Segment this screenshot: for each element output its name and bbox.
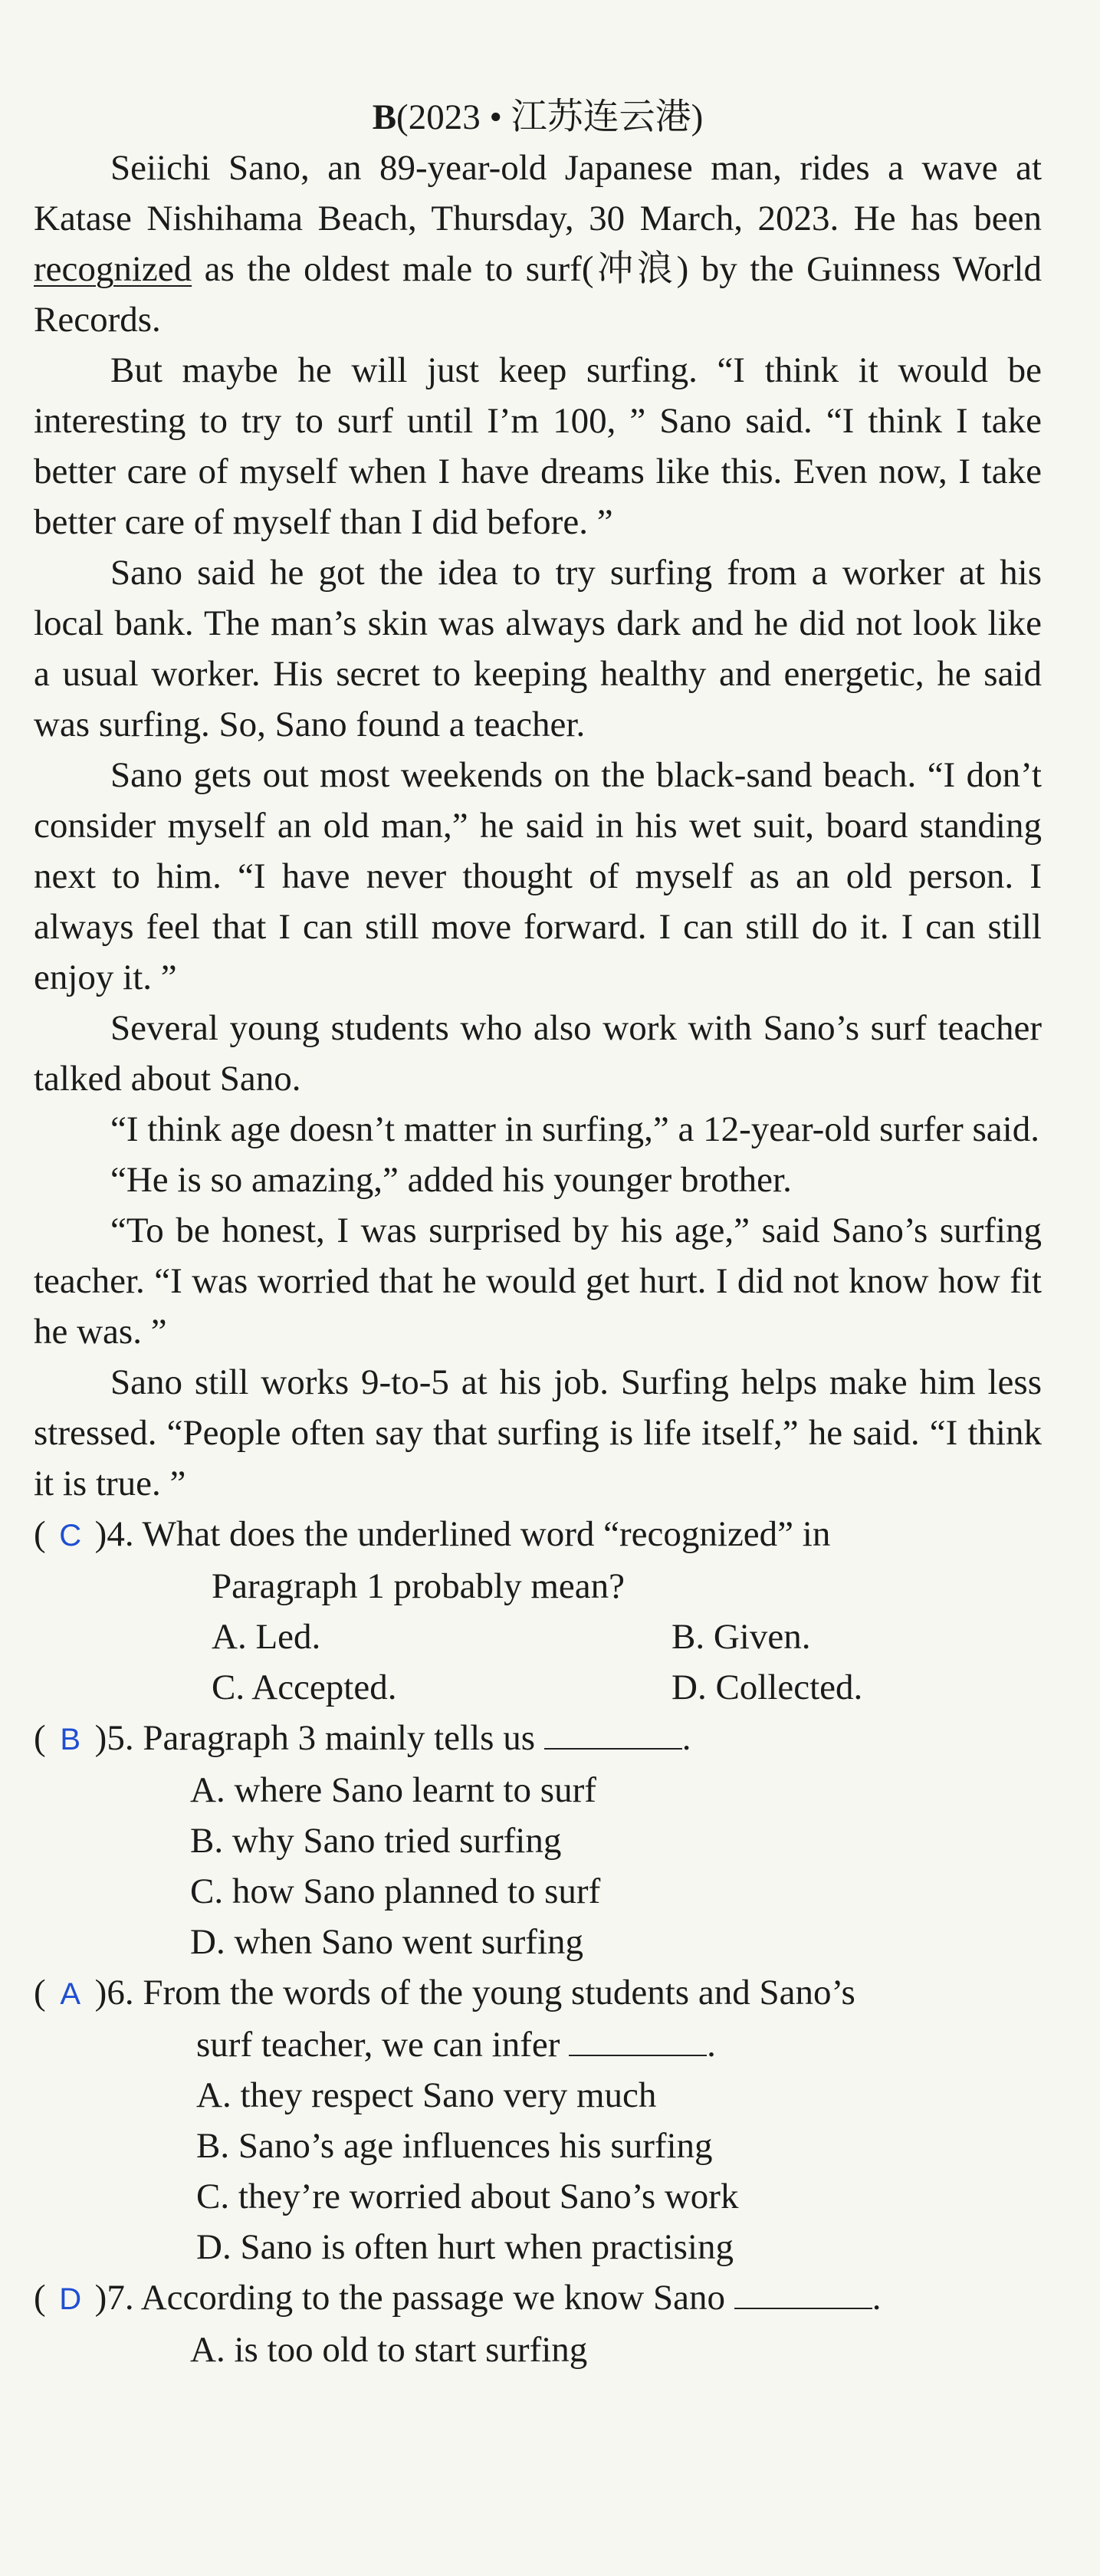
document-page xyxy=(34,92,1042,2375)
question-7 xyxy=(34,2272,1042,2375)
options xyxy=(34,2325,1042,2375)
answer-blank xyxy=(734,2274,872,2309)
question-5 xyxy=(34,1713,1042,1967)
question-stem xyxy=(107,1713,1042,1763)
answer-mark: C xyxy=(59,1519,82,1552)
section-source: (2023 • 江苏连云港) xyxy=(396,97,704,137)
paragraph-9: Sano still works 9-to-5 at his job. Surfing helps make him less stressed. “People often say that surfing is life itself,” he said. “I think it is true. ” xyxy=(34,1362,1042,1503)
paragraph-4: Sano gets out most weekends on the black-sand beach. “I don’t consider myself an old man,” he said in his wet suit, board standing next to him. “I have never thought of myself as an old person. I always feel that I can still move forward. I can still do it. I can still enjoy it. ” xyxy=(34,755,1042,997)
option-d: D. Collected. xyxy=(671,1668,863,1707)
stem-end: . xyxy=(707,2025,716,2065)
option-d: D. Sano is often hurt when practising xyxy=(196,2227,734,2267)
question-number: 5. xyxy=(107,1718,134,1758)
option-a: A. Led. xyxy=(212,1617,321,1657)
question-stem xyxy=(107,2272,1042,2323)
option-b: B. Sano’s age influences his surfing xyxy=(196,2126,713,2166)
stem-end: . xyxy=(872,2278,882,2318)
option-a: A. they respect Sano very much xyxy=(196,2075,657,2115)
underlined-word: recognized xyxy=(34,249,192,289)
question-number: 7. xyxy=(107,2278,134,2318)
options xyxy=(34,2070,1042,2272)
question-text: Paragraph 3 mainly tells us xyxy=(143,1718,535,1758)
question-text: What does the underlined word “recognized” in xyxy=(142,1514,831,1554)
answer-mark: A xyxy=(60,1977,80,2011)
question-number: 6. xyxy=(107,1973,134,2013)
answer-blank xyxy=(569,2021,707,2056)
option-c: C. Accepted. xyxy=(212,1668,397,1707)
paragraph-6: “I think age doesn’t matter in surfing,” a 12-year-old surfer said. xyxy=(110,1109,1039,1149)
paragraph-8: “To be honest, I was surprised by his age,” said Sano’s surfing teacher. “I was worried that he would get hurt. I did not know how fit he was. ” xyxy=(34,1211,1042,1352)
option-c: C. they’re worried about Sano’s work xyxy=(196,2177,739,2216)
question-text-cont: surf teacher, we can infer xyxy=(196,2025,560,2065)
answer-mark: B xyxy=(60,1723,80,1756)
answer-blank xyxy=(544,1714,682,1750)
paragraph-1-end: as the oldest male to surf(冲浪) by the Guinness World Records. xyxy=(34,249,1042,340)
option-a: A. is too old to start surfing xyxy=(190,2330,588,2370)
paragraph-2: But maybe he will just keep surfing. “I think it would be interesting to try to surf until I’m 100, ” Sano said. “I think I take better care of myself when I have dreams like this. Even now, I take better care of myself than I did before. ” xyxy=(34,350,1042,542)
question-stem xyxy=(107,1967,1042,2018)
paragraph-5: Several young students who also work with Sano’s surf teacher talked about Sano. xyxy=(34,1008,1042,1099)
option-a: A. where Sano learnt to surf xyxy=(190,1770,596,1810)
paragraph-1 xyxy=(34,143,1042,345)
question-number: 4. xyxy=(107,1514,134,1554)
paragraph-1-start: Seiichi Sano, an 89-year-old Japanese man, rides a wave at Katase Nishihama Beach, Thursday, 30 March, 2023. He has been xyxy=(34,148,1042,238)
question-text: According to the passage we know Sano xyxy=(140,2278,725,2318)
question-6 xyxy=(34,1967,1042,2272)
paragraph-3: Sano said he got the idea to try surfing from a worker at his local bank. The man’s skin was always dark and he did not look like a usual worker. His secret to keeping healthy and energetic, he said was surfing. So, Sano found a teacher. xyxy=(34,553,1042,744)
option-c: C. how Sano planned to surf xyxy=(190,1871,601,1911)
question-stem-continued xyxy=(34,2019,1042,2070)
stem-end: . xyxy=(681,1718,691,1758)
answer-bracket: ( B ) xyxy=(34,1713,107,1765)
option-b: B. why Sano tried surfing xyxy=(190,1821,562,1861)
question-stem-continued: Paragraph 1 probably mean? xyxy=(212,1566,625,1606)
options xyxy=(34,1612,1042,1713)
option-d: D. when Sano went surfing xyxy=(190,1922,584,1962)
question-4 xyxy=(34,1509,1042,1713)
answer-bracket: ( A ) xyxy=(34,1967,107,2019)
section-title xyxy=(34,92,1042,143)
paragraph-7: “He is so amazing,” added his younger brother. xyxy=(110,1160,792,1200)
section-letter: B xyxy=(372,97,397,137)
question-text: From the words of the young students and Sano’s xyxy=(143,1973,855,2013)
option-b: B. Given. xyxy=(671,1617,811,1657)
answer-bracket: ( D ) xyxy=(34,2272,107,2325)
question-stem xyxy=(107,1509,1042,1559)
options xyxy=(34,1765,1042,1967)
answer-mark: D xyxy=(59,2282,82,2316)
answer-bracket: ( C ) xyxy=(34,1509,107,1561)
